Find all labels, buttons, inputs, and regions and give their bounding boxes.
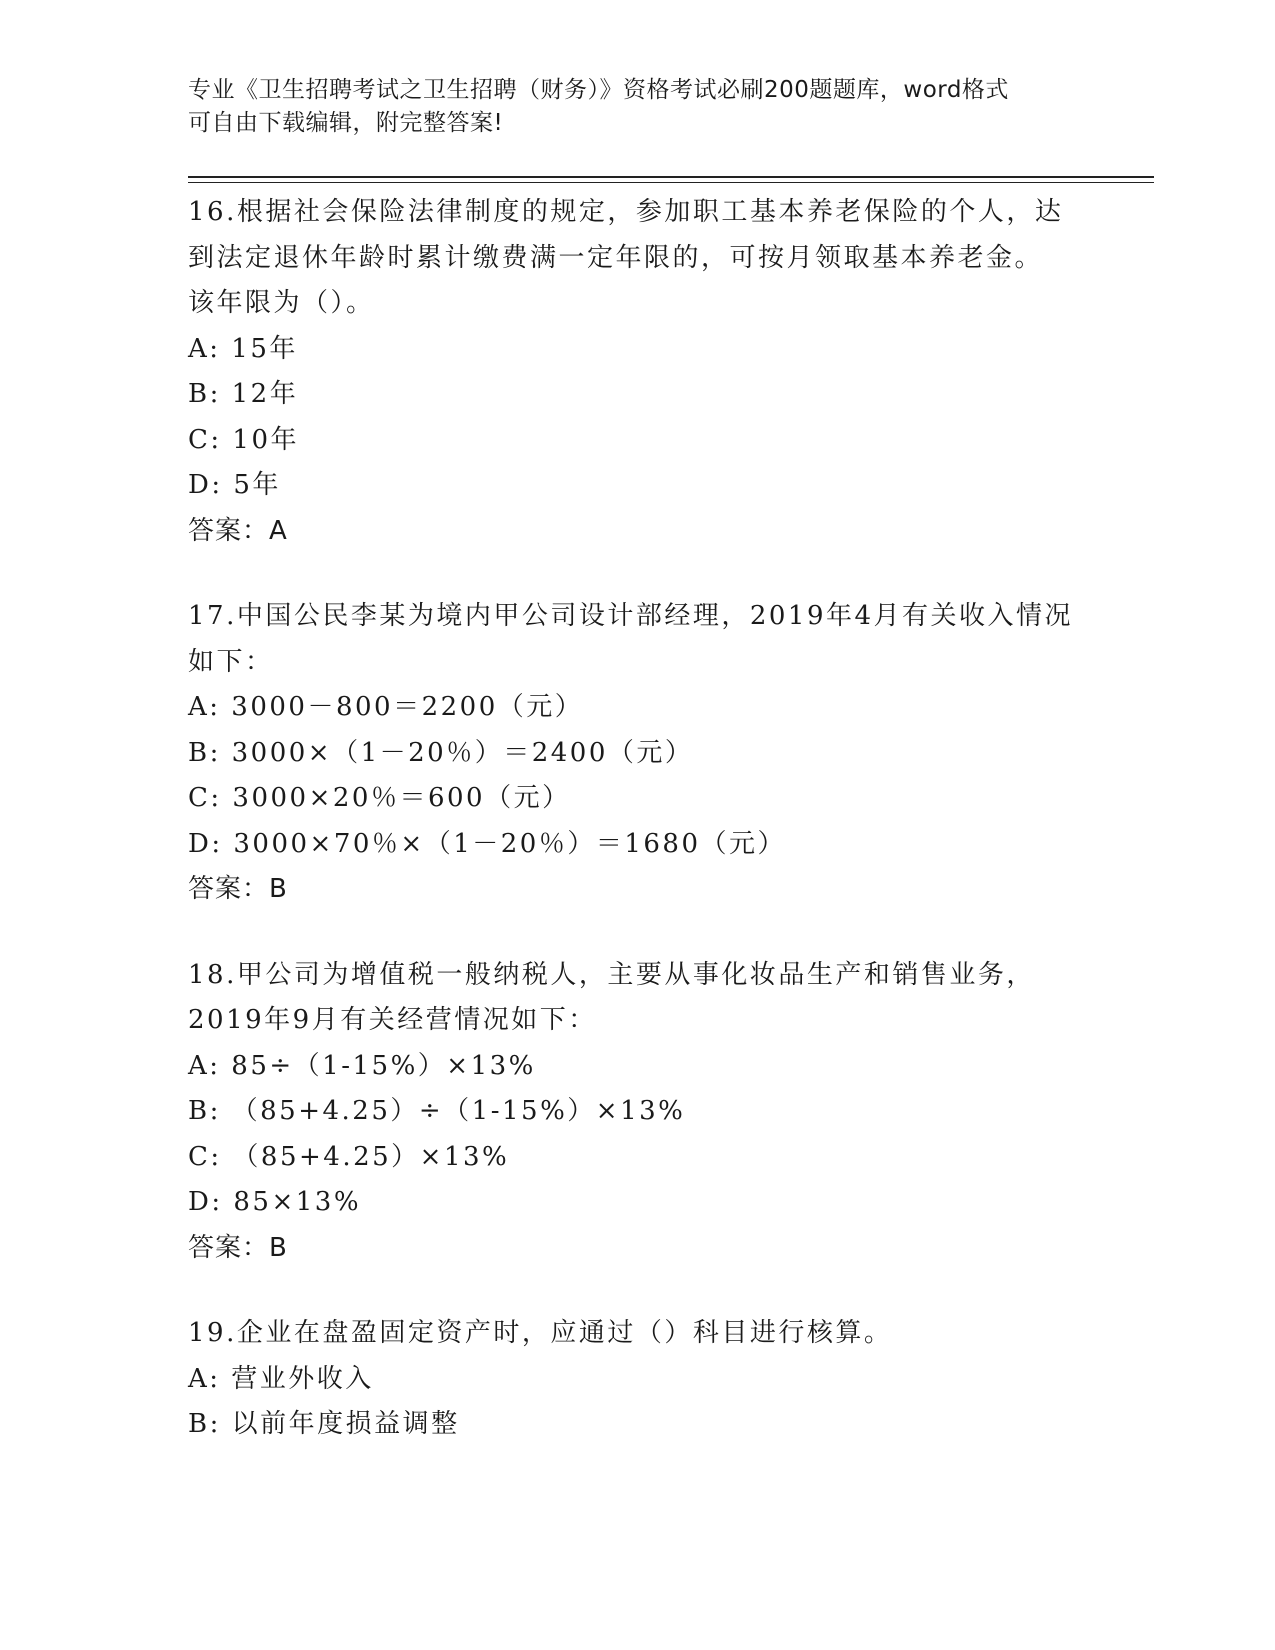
option-b: B: 3000×（1－20％）＝2400（元）	[188, 737, 694, 768]
question-text: 19.企业在盘盈固定资产时，应通过（）科目进行核算。	[188, 1318, 893, 1348]
option-c: C: 10年	[188, 424, 300, 455]
question-text: 如下：	[188, 646, 274, 677]
answer: 答案：A	[188, 515, 288, 546]
question-text: 17.中国公民李某为境内甲公司设计部经理，2019年4月有关收入情况	[188, 601, 1074, 631]
option-c: C: （85+4.25）×13%	[188, 1141, 510, 1172]
header-rule-thick	[188, 176, 1154, 178]
header-line-1: 专业《卫生招聘考试之卫生招聘（财务）》资格考试必刷200题题库，word格式	[188, 77, 1009, 103]
question-19	[188, 1311, 1088, 1448]
question-16	[188, 190, 1088, 554]
option-c: C: 3000×20％＝600（元）	[188, 783, 571, 813]
header-rule-thin	[188, 182, 1154, 183]
header-line-2: 可自由下载编辑，附完整答案!	[188, 110, 504, 136]
question-text: 18.甲公司为增值税一般纳税人，主要从事化妆品生产和销售业务，	[188, 959, 1035, 990]
question-text: 16.根据社会保险法律制度的规定，参加职工基本养老保险的个人，达	[188, 197, 1064, 227]
option-b: B: 以前年度损益调整	[188, 1409, 460, 1439]
question-text: 2019年9月有关经营情况如下：	[188, 1005, 597, 1035]
option-a: A: 3000－800＝2200（元）	[188, 692, 584, 722]
option-d: D: 85×13%	[188, 1187, 362, 1217]
answer: 答案：B	[188, 874, 288, 904]
page-header	[188, 74, 1088, 140]
option-d: D: 5年	[188, 470, 281, 500]
question-17	[188, 594, 1088, 913]
question-list	[188, 190, 1088, 1488]
question-text: 到法定退休年龄时累计缴费满一定年限的，可按月领取基本养老金。	[188, 242, 1044, 273]
option-b: B: （85+4.25）÷（1-15%）×13%	[188, 1096, 686, 1126]
answer: 答案：B	[188, 1232, 288, 1263]
question-text: 该年限为（）。	[188, 288, 375, 318]
option-a: A: 营业外收入	[188, 1363, 374, 1394]
option-a: A: 15年	[188, 333, 298, 364]
option-a: A: 85÷（1-15%）×13%	[188, 1050, 536, 1081]
option-b: B: 12年	[188, 379, 299, 409]
option-d: D: 3000×70％×（1－20％）＝1680（元）	[188, 828, 786, 859]
question-18	[188, 953, 1088, 1272]
